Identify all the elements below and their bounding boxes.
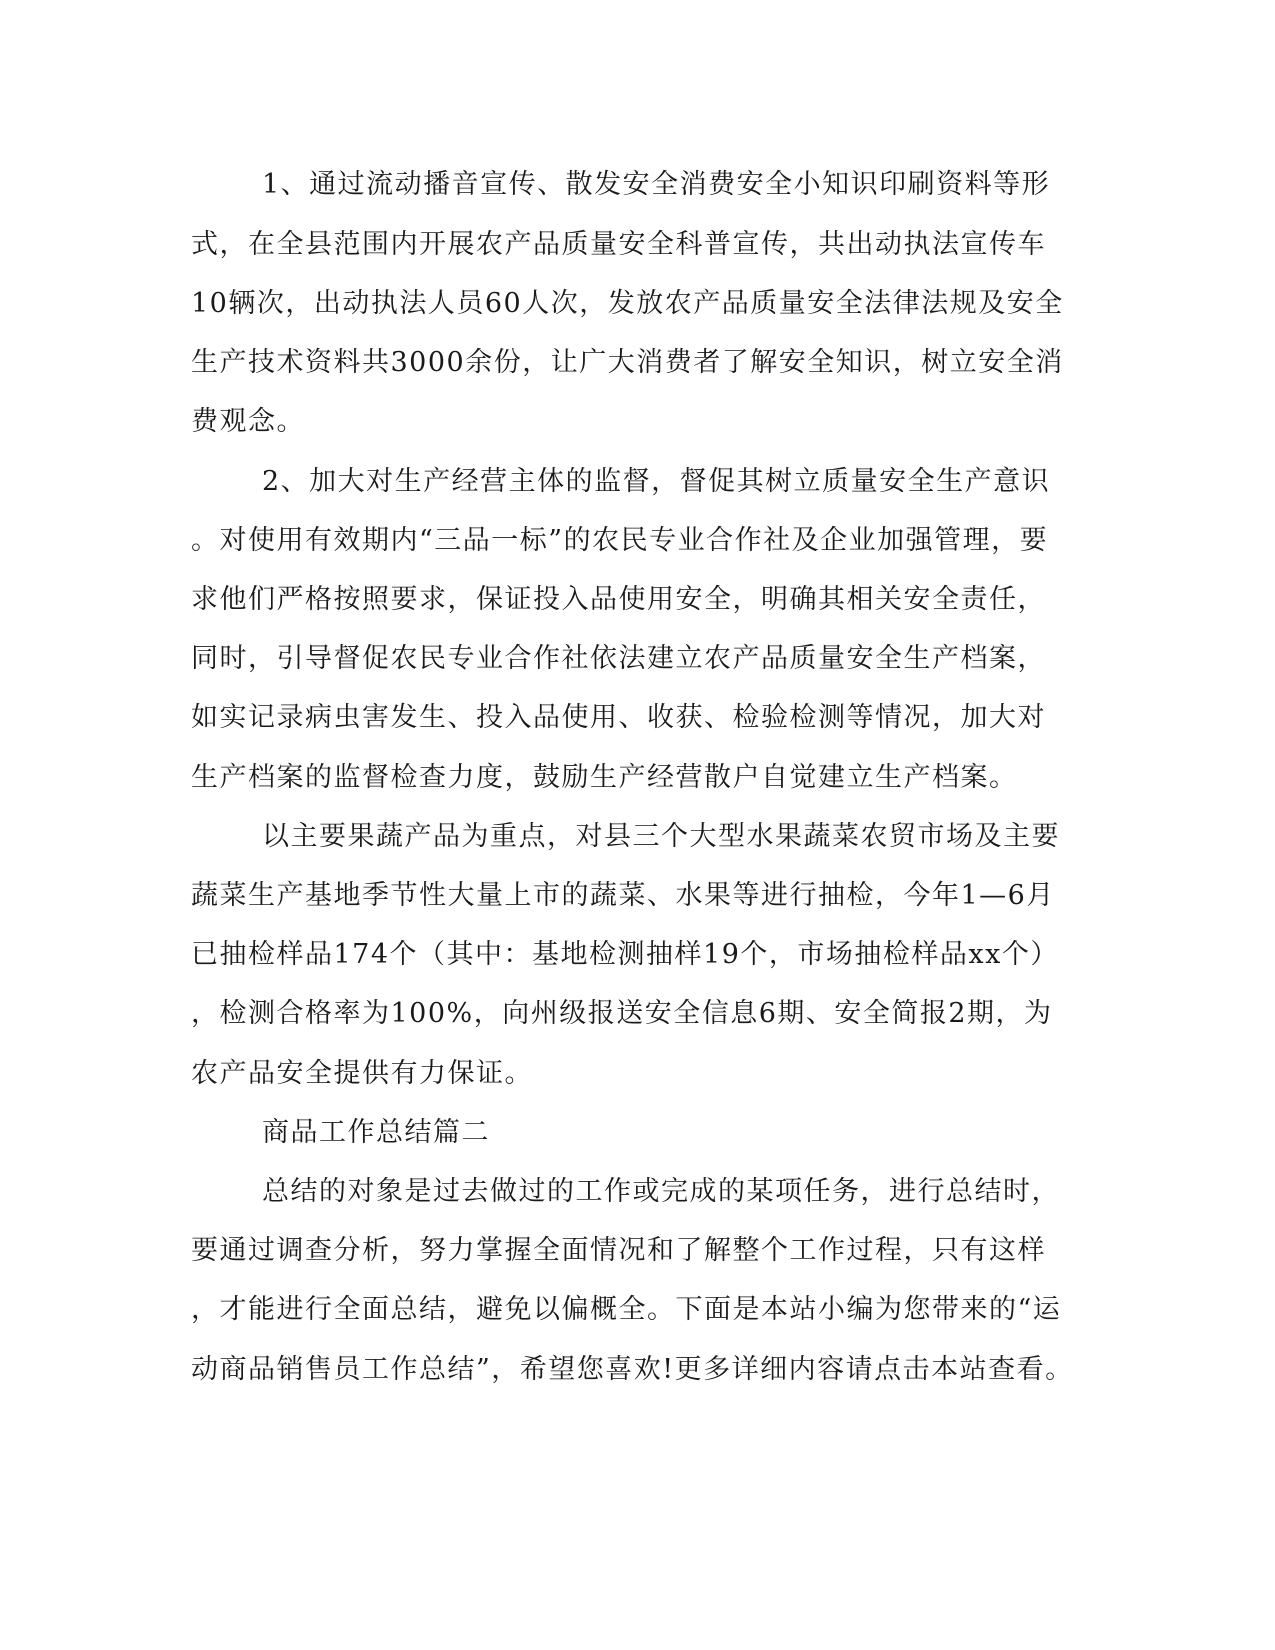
text-line: 1、通过流动播音宣传、散发安全消费安全小知识印刷资料等形: [262, 169, 1051, 200]
text-line: 总结的对象是过去做过的工作或完成的某项任务，进行总结时，: [262, 1176, 1060, 1207]
text-line: 。对使用有效期内“三品一标”的农民专业合作社及企业加强管理，要: [191, 525, 1049, 556]
text-line: 求他们严格按照要求，保证投入品使用安全，明确其相关安全责任，: [191, 584, 1046, 615]
text-line: 生产档案的监督检查力度，鼓励生产经营散户自觉建立生产档案。: [191, 762, 1018, 793]
text-line: 费观念。: [191, 406, 305, 437]
text-line: 2、加大对生产经营主体的监督，督促其树立质量安全生产意识: [262, 466, 1051, 497]
text-line: 蔬菜生产基地季节性大量上市的蔬菜、水果等进行抽检，今年1—6月: [191, 880, 1055, 911]
text-line: 生产技术资料共3000余份，让广大消费者了解安全知识，树立安全消: [191, 347, 1064, 378]
text-line: 如实记录病虫害发生、投入品使用、收获、检验检测等情况，加大对: [191, 702, 1046, 733]
section-heading: 商品工作总结篇二: [262, 1117, 490, 1148]
text-line: 要通过调查分析，努力掌握全面情况和了解整个工作过程，只有这样: [191, 1235, 1046, 1266]
text-line: 同时，引导督促农民专业合作社依法建立农产品质量安全生产档案，: [191, 643, 1046, 674]
text-line: 已抽检样品174个（其中：基地检测抽样19个，市场抽检样品xx个）: [191, 939, 1059, 970]
text-line: 10辆次，出动执法人员60人次，发放农产品质量安全法律法规及安全: [191, 288, 1064, 319]
text-line: ，检测合格率为100%，向州级报送安全信息6期、安全简报2期，为: [191, 998, 1053, 1029]
text-line: 以主要果蔬产品为重点，对县三个大型水果蔬菜农贸市场及主要: [262, 821, 1060, 852]
text-line: 农产品安全提供有力保证。: [191, 1058, 533, 1089]
text-line: 式，在全县范围内开展农产品质量安全科普宣传，共出动执法宣传车: [191, 229, 1046, 260]
text-line: ，才能进行全面总结，避免以偏概全。下面是本站小编为您带来的“运: [191, 1294, 1062, 1325]
text-line: 动商品销售员工作总结”，希望您喜欢!更多详细内容请点击本站查看。: [191, 1354, 1074, 1385]
